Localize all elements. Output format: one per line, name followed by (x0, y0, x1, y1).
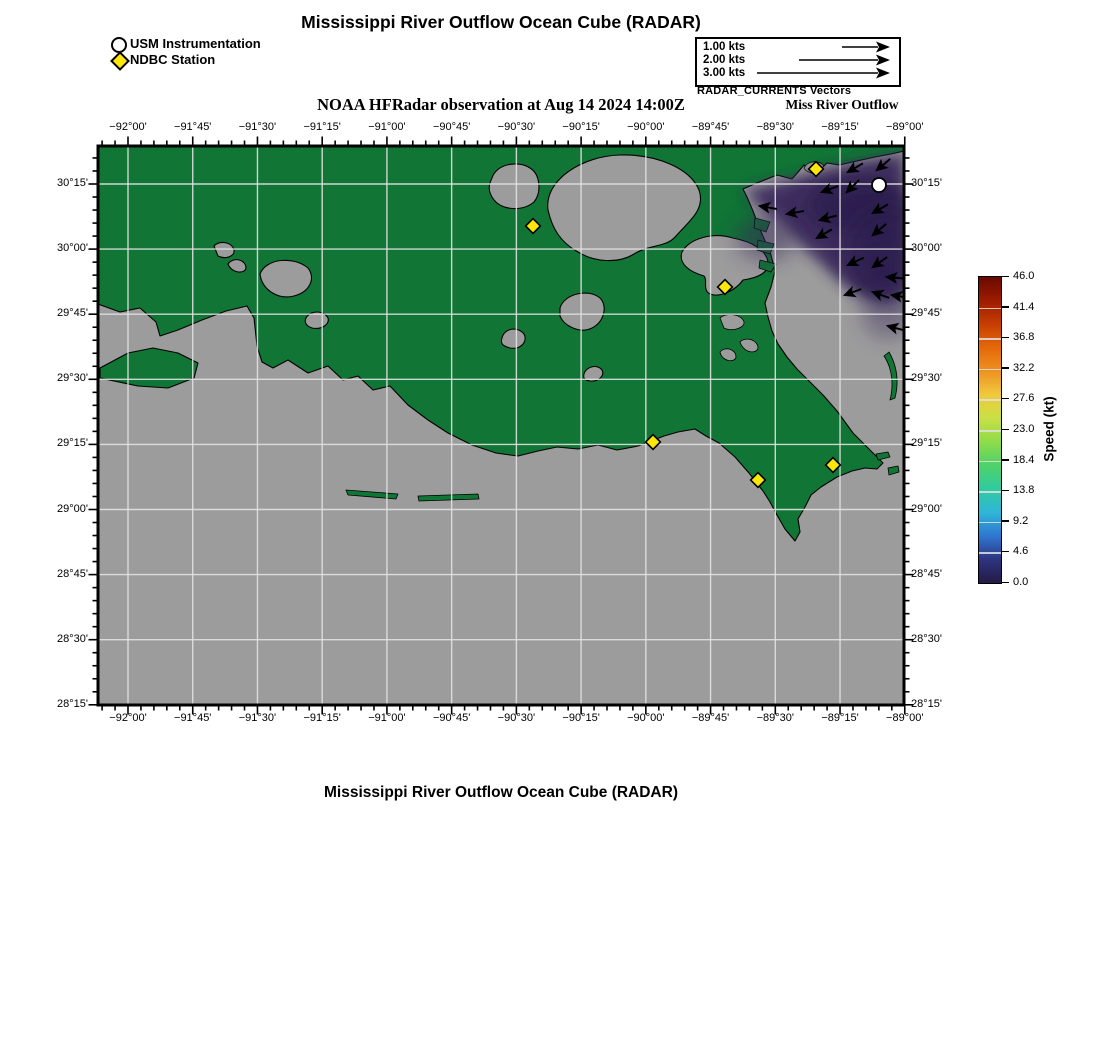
lon-label-top: −90°15' (562, 121, 600, 133)
colorbar-tick (1001, 490, 1009, 492)
colorbar-tick-label: 27.6 (1013, 392, 1035, 405)
lon-label-top: −90°30' (497, 121, 536, 133)
colorbar-divider (979, 522, 1001, 524)
observation-subtitle: NOAA HFRadar observation at Aug 14 2024 14:00Z (317, 95, 685, 114)
colorbar-divider (979, 552, 1001, 554)
colorbar-tick (1001, 367, 1009, 369)
colorbar-tick (1001, 306, 1009, 308)
legend-usm-label: USM Instrumentation (130, 36, 261, 51)
lon-label-bottom: −91°30' (238, 712, 277, 724)
colorbar-tick (1001, 337, 1009, 339)
lon-label-top: −90°00' (627, 121, 665, 133)
colorbar-tick-label: 23.0 (1013, 423, 1035, 435)
lat-label-left: 28°30' (57, 632, 88, 645)
vector-scale-3kt-label: 3.00 kts (703, 67, 746, 79)
speed-colorbar (978, 276, 1002, 584)
lon-label-top: −92°00' (109, 121, 147, 133)
lon-label-top: −91°15' (303, 121, 341, 133)
colorbar-tick-label: 18.4 (1013, 453, 1035, 466)
lat-label-right: 29°30' (911, 372, 942, 385)
colorbar-tick (1001, 459, 1009, 461)
colorbar-tick (1001, 520, 1009, 522)
lon-label-top: −89°15' (821, 121, 859, 133)
bottom-title: Mississippi River Outflow Ocean Cube (RADAR) (324, 784, 678, 801)
coastal-map (88, 136, 914, 715)
lon-label-top: −91°45' (174, 121, 212, 133)
colorbar-tick (1001, 398, 1009, 400)
colorbar-divider (979, 399, 1001, 401)
lon-label-top: −89°30' (756, 121, 794, 133)
lake-maurepas (489, 164, 539, 209)
vector-scale-box (695, 37, 901, 87)
lon-label-top: −89°00' (886, 121, 924, 133)
lat-label-right: 28°30' (911, 632, 942, 645)
colorbar-tick (1001, 276, 1009, 278)
colorbar-divider (979, 308, 1001, 310)
usm-station-marker (872, 178, 886, 192)
lat-label-right: 30°15' (911, 177, 942, 189)
lon-label-bottom: −90°15' (562, 712, 600, 724)
lat-label-right: 30°00' (911, 242, 942, 255)
lat-label-left: 29°30' (57, 372, 88, 385)
lake-salvador (560, 293, 604, 330)
legend-ndbc-label: NDBC Station (130, 52, 216, 67)
lon-label-bottom: −90°30' (497, 712, 536, 724)
lat-label-left: 29°00' (57, 502, 88, 515)
colorbar-divider (979, 491, 1001, 493)
lake-des-allemands (501, 329, 525, 348)
lat-label-left: 29°15' (57, 437, 88, 450)
colorbar-tick-label: 32.2 (1013, 361, 1035, 374)
lon-label-bottom: −91°15' (303, 712, 341, 724)
region-label: Miss River Outflow (785, 97, 899, 112)
colorbar-tick-label: 4.6 (1013, 545, 1029, 558)
lat-label-right: 28°15' (911, 697, 942, 710)
colorbar-tick (1001, 582, 1009, 584)
lon-label-bottom: −90°00' (627, 712, 665, 724)
lon-label-bottom: −91°00' (368, 712, 406, 724)
lon-label-top: −91°00' (368, 121, 406, 133)
colorbar-divider (979, 461, 1001, 463)
lat-label-right: 29°15' (911, 437, 942, 450)
colorbar-title: Speed (kt) (1041, 396, 1057, 462)
lon-label-bottom: −89°00' (886, 712, 924, 724)
lat-label-left: 30°15' (57, 177, 88, 189)
vector-scale-1kt-label: 1.00 kts (703, 41, 746, 53)
lat-label-right: 29°45' (911, 307, 942, 320)
colorbar-divider (979, 369, 1001, 371)
colorbar-tick-label: 13.8 (1013, 484, 1035, 497)
lon-label-bottom: −89°30' (756, 712, 794, 724)
lon-label-bottom: −89°45' (691, 712, 730, 724)
lat-label-right: 28°45' (911, 567, 942, 580)
lat-label-left: 28°45' (57, 567, 88, 580)
lon-label-bottom: −92°00' (109, 712, 147, 724)
colorbar-tick-label: 46.0 (1013, 270, 1035, 282)
vector-scale-arrows (697, 39, 895, 83)
colorbar-divider (979, 338, 1001, 340)
colorbar-tick-label: 36.8 (1013, 331, 1035, 344)
lon-label-bottom: −91°45' (174, 712, 212, 724)
lon-label-bottom: −89°15' (821, 712, 859, 724)
lon-label-top: −90°45' (432, 121, 471, 133)
colorbar-tick (1001, 429, 1009, 431)
marsh-pond-1 (720, 315, 744, 330)
vector-caption: RADAR_CURRENTS Vectors (697, 85, 852, 97)
lon-label-bottom: −90°45' (432, 712, 471, 724)
lat-label-right: 29°00' (911, 502, 942, 515)
lat-label-left: 29°45' (57, 307, 88, 320)
lat-label-left: 28°15' (57, 697, 88, 710)
colorbar-tick-label: 9.2 (1013, 514, 1029, 527)
lat-label-left: 30°00' (57, 242, 88, 255)
ndbc-diamond-icon (110, 51, 130, 71)
page-title: Mississippi River Outflow Ocean Cube (RADAR) (301, 12, 701, 32)
lon-label-top: −91°30' (238, 121, 277, 133)
vector-scale-2kt-label: 2.00 kts (703, 54, 746, 66)
colorbar-tick (1001, 551, 1009, 553)
colorbar-tick-label: 41.4 (1013, 300, 1035, 313)
colorbar-tick-label: 0.0 (1013, 576, 1029, 588)
lon-label-top: −89°45' (691, 121, 730, 133)
colorbar-divider (979, 430, 1001, 432)
